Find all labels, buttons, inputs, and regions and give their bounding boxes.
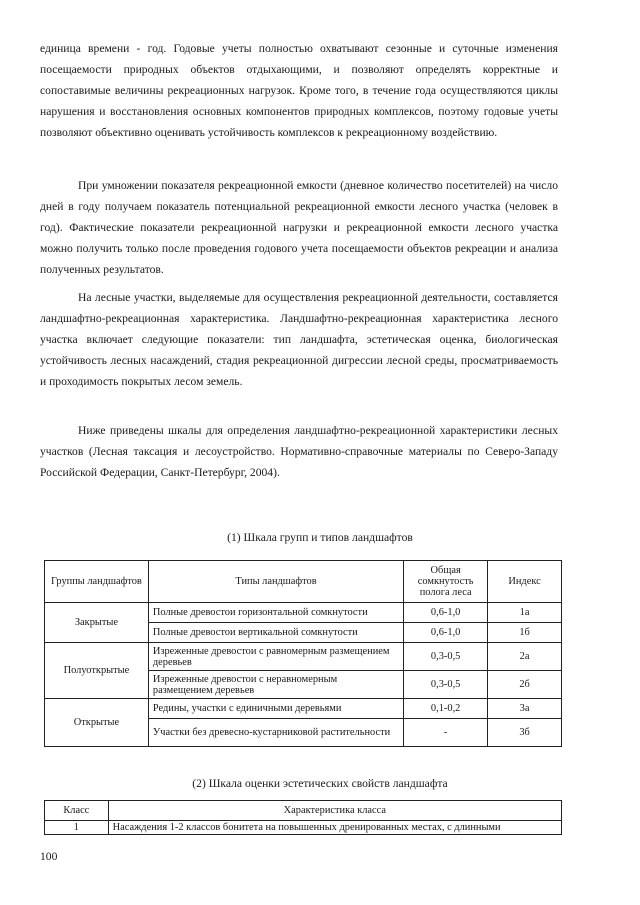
- density-cell: 0,3-0,5: [404, 643, 488, 671]
- paragraph-2: При умножении показателя рекреационной емкости (дневное количество посетителей) на число дней в году получаем показатель потенциальной рекреационной емкости лесного участка (человек в год). Фактические показатели рекреационной нагрузки и рекреационной емкости лесного участка можно получить только после проведения годового учета посещаемости объектов рекреации и анализа полученных результатов.: [40, 179, 558, 276]
- index-cell: 3б: [488, 719, 562, 747]
- class-cell: 1: [45, 821, 109, 835]
- group-cell: Полуоткрытые: [45, 643, 149, 699]
- header-groups: Группы ландшафтов: [45, 561, 149, 603]
- density-cell: 0,3-0,5: [404, 671, 488, 699]
- density-cell: -: [404, 719, 488, 747]
- table-row: [45, 821, 562, 835]
- table-row: [45, 603, 562, 623]
- index-cell: 2а: [488, 643, 562, 671]
- density-cell: 0,6-1,0: [404, 623, 488, 643]
- type-cell: Полные древостои горизонтальной сомкнутости: [148, 603, 403, 623]
- table-header-row: [45, 561, 562, 603]
- table-header-row: [45, 801, 562, 821]
- index-cell: 1б: [488, 623, 562, 643]
- paragraph-3: На лесные участки, выделяемые для осуществления рекреационной деятельности, составляется ландшафтно-рекреационная характеристика. Ландшафтно-рекреационная характеристика лесного участка включает следующие показатели: тип ландшафта, эстетическая оценка, биологическая устойчивость лесных насаждений, стадия рекреационной дигрессии лесной среды, просматриваемость и проходимость покрытых лесом земель.: [40, 291, 558, 388]
- group-cell: Закрытые: [45, 603, 149, 643]
- header-types: Типы ландшафтов: [148, 561, 403, 603]
- type-cell: Полные древостои вертикальной сомкнутости: [148, 623, 403, 643]
- index-cell: 1а: [488, 603, 562, 623]
- type-cell: Изреженные древостои с равномерным размещением деревьев: [148, 643, 403, 671]
- aesthetic-scale-table: [44, 800, 562, 835]
- page-number: 100: [40, 850, 58, 863]
- landscape-types-table: [44, 560, 562, 747]
- header-index: Индекс: [488, 561, 562, 603]
- class-desc-cell: Насаждения 1-2 классов бонитета на повышенных дренированных местах, с длинными: [108, 821, 561, 835]
- index-cell: 3а: [488, 699, 562, 719]
- index-cell: 2б: [488, 671, 562, 699]
- table2-caption: (2) Шкала оценки эстетических свойств ландшафта: [192, 777, 448, 790]
- header-class: Класс: [45, 801, 109, 821]
- table-row: [45, 699, 562, 719]
- type-cell: Изреженные древостои с неравномерным размещением деревьев: [148, 671, 403, 699]
- table1-caption: (1) Шкала групп и типов ландшафтов: [227, 531, 413, 544]
- header-density: Общая сомкнутость полога леса: [404, 561, 488, 603]
- density-cell: 0,6-1,0: [404, 603, 488, 623]
- paragraph-4: Ниже приведены шкалы для определения ландшафтно-рекреационной характеристики лесных участков (Лесная таксация и лесоустройство. Нормативно-справочные материалы по Северо-Западу Российской Федерации, Санкт-Петербург, 2004).: [40, 424, 558, 479]
- group-cell: Открытые: [45, 699, 149, 747]
- header-class-desc: Характеристика класса: [108, 801, 561, 821]
- table-row: [45, 643, 562, 671]
- type-cell: Участки без древесно-кустарниковой растительности: [148, 719, 403, 747]
- density-cell: 0,1-0,2: [404, 699, 488, 719]
- paragraph-1: единица времени - год. Годовые учеты полностью охватывают сезонные и суточные изменения посещаемости природных объектов отдыхающими, и позволяют определять корректные и сопоставимые величины рекреационных нагрузок. Кроме того, в течение года осуществляются циклы нарушения и восстановления основных компонентов природных комплексов, поэтому годовые учеты позволяют объективно оценивать устойчивость комплексов к рекреационному воздействию.: [40, 42, 558, 139]
- type-cell: Редины, участки с единичными деревьями: [148, 699, 403, 719]
